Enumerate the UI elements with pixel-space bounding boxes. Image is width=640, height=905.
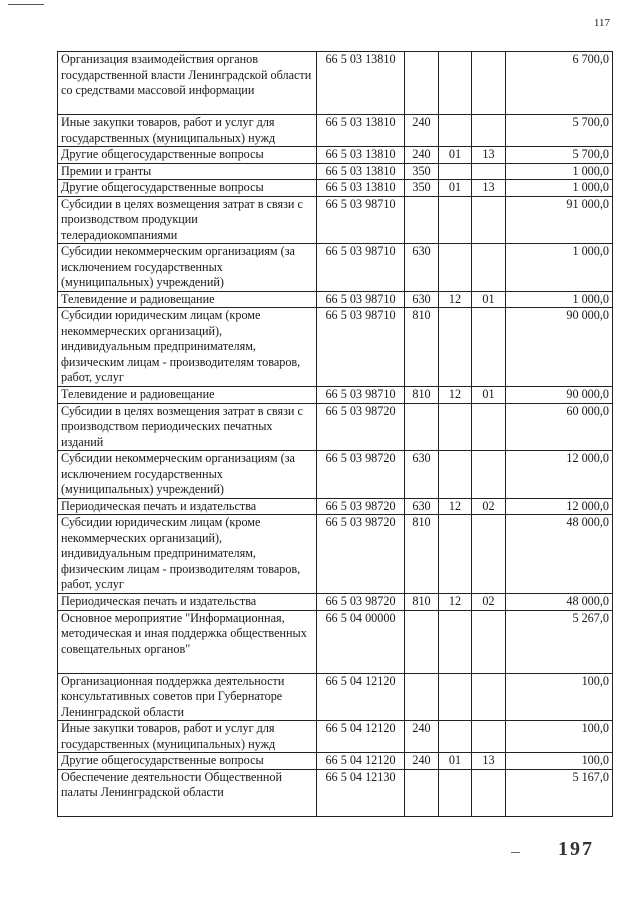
cell-sum: 100,0 [506, 721, 613, 753]
cell-code: 66 5 03 98720 [317, 451, 405, 499]
cell-sum: 1 000,0 [506, 163, 613, 180]
cell-code: 66 5 03 98710 [317, 308, 405, 387]
cell-code: 66 5 03 98710 [317, 387, 405, 404]
cell-sum: 5 267,0 [506, 610, 613, 673]
cell-rz [439, 115, 472, 147]
cell-name: Премии и гранты [58, 163, 317, 180]
cell-vr: 240 [405, 115, 439, 147]
cell-vr: 240 [405, 721, 439, 753]
cell-sum: 100,0 [506, 753, 613, 770]
cell-pr [472, 769, 506, 816]
cell-name: Телевидение и радиовещание [58, 387, 317, 404]
cell-pr: 01 [472, 387, 506, 404]
cell-name: Субсидии в целях возмещения затрат в связи с производством продукции телерадиокомпаниями [58, 196, 317, 244]
cell-code: 66 5 03 98720 [317, 498, 405, 515]
page-number: 117 [593, 17, 610, 29]
table-row [58, 594, 613, 611]
cell-sum: 5 700,0 [506, 147, 613, 164]
cell-vr: 810 [405, 515, 439, 594]
footer-dash [511, 852, 520, 853]
table-row [58, 308, 613, 387]
table-row [58, 769, 613, 816]
cell-rz [439, 403, 472, 451]
cell-sum: 12 000,0 [506, 451, 613, 499]
cell-vr: 240 [405, 753, 439, 770]
cell-vr: 630 [405, 291, 439, 308]
cell-sum: 90 000,0 [506, 387, 613, 404]
cell-rz: 12 [439, 387, 472, 404]
budget-table-body [58, 52, 613, 817]
cell-code: 66 5 04 12130 [317, 769, 405, 816]
cell-pr [472, 610, 506, 673]
cell-code: 66 5 04 12120 [317, 673, 405, 721]
cell-pr: 13 [472, 180, 506, 197]
cell-rz [439, 163, 472, 180]
table-row [58, 610, 613, 673]
table-row [58, 52, 613, 115]
cell-name: Другие общегосударственные вопросы [58, 753, 317, 770]
table-row [58, 498, 613, 515]
cell-pr: 01 [472, 291, 506, 308]
table-row [58, 163, 613, 180]
table-row [58, 180, 613, 197]
cell-rz [439, 515, 472, 594]
cell-sum: 5 700,0 [506, 115, 613, 147]
top-edge-line [8, 4, 44, 5]
cell-code: 66 5 03 98720 [317, 515, 405, 594]
table-row [58, 244, 613, 292]
cell-sum: 1 000,0 [506, 244, 613, 292]
cell-rz [439, 610, 472, 673]
cell-rz [439, 196, 472, 244]
cell-code: 66 5 04 12120 [317, 753, 405, 770]
cell-rz: 12 [439, 498, 472, 515]
cell-code: 66 5 03 98720 [317, 594, 405, 611]
table-row [58, 291, 613, 308]
cell-rz: 12 [439, 594, 472, 611]
cell-sum: 100,0 [506, 673, 613, 721]
cell-rz [439, 52, 472, 115]
cell-vr [405, 673, 439, 721]
cell-rz [439, 673, 472, 721]
table-row [58, 753, 613, 770]
cell-vr: 810 [405, 387, 439, 404]
cell-rz [439, 721, 472, 753]
cell-name: Субсидии некоммерческим организациям (за исключением государственных (муниципальных) учреждений) [58, 451, 317, 499]
cell-vr: 630 [405, 244, 439, 292]
cell-code: 66 5 03 13810 [317, 163, 405, 180]
cell-rz: 12 [439, 291, 472, 308]
cell-name: Периодическая печать и издательства [58, 594, 317, 611]
cell-sum: 6 700,0 [506, 52, 613, 115]
table-row [58, 451, 613, 499]
cell-sum: 12 000,0 [506, 498, 613, 515]
cell-rz: 01 [439, 147, 472, 164]
cell-rz [439, 308, 472, 387]
cell-rz [439, 769, 472, 816]
table-row [58, 387, 613, 404]
cell-name: Организация взаимодействия органов государственной власти Ленинградской области со средствами массовой информации [58, 52, 317, 115]
cell-name: Субсидии юридическим лицам (кроме некоммерческих организаций), индивидуальным предпринимателям, физическим лицам - производителям товаров, работ, услуг [58, 308, 317, 387]
cell-vr: 810 [405, 594, 439, 611]
cell-vr: 630 [405, 498, 439, 515]
cell-pr: 13 [472, 147, 506, 164]
cell-sum: 1 000,0 [506, 180, 613, 197]
cell-pr [472, 196, 506, 244]
cell-sum: 60 000,0 [506, 403, 613, 451]
cell-name: Другие общегосударственные вопросы [58, 147, 317, 164]
cell-name: Организационная поддержка деятельности консультативных советов при Губернаторе Ленинградской области [58, 673, 317, 721]
cell-pr [472, 451, 506, 499]
cell-code: 66 5 03 13810 [317, 180, 405, 197]
cell-name: Периодическая печать и издательства [58, 498, 317, 515]
table-row [58, 147, 613, 164]
cell-name: Субсидии юридическим лицам (кроме некоммерческих организаций), индивидуальным предпринимателям, физическим лицам - производителям товаров, работ, услуг [58, 515, 317, 594]
cell-sum: 48 000,0 [506, 515, 613, 594]
cell-rz [439, 451, 472, 499]
cell-pr [472, 163, 506, 180]
cell-vr: 630 [405, 451, 439, 499]
cell-code: 66 5 03 98710 [317, 196, 405, 244]
cell-sum: 5 167,0 [506, 769, 613, 816]
cell-rz: 01 [439, 180, 472, 197]
cell-pr [472, 673, 506, 721]
table-row [58, 515, 613, 594]
cell-rz: 01 [439, 753, 472, 770]
budget-table [57, 51, 613, 817]
cell-pr: 02 [472, 594, 506, 611]
cell-name: Телевидение и радиовещание [58, 291, 317, 308]
cell-code: 66 5 04 00000 [317, 610, 405, 673]
cell-rz [439, 244, 472, 292]
cell-sum: 90 000,0 [506, 308, 613, 387]
cell-pr: 02 [472, 498, 506, 515]
cell-sum: 91 000,0 [506, 196, 613, 244]
cell-pr [472, 403, 506, 451]
cell-code: 66 5 03 13810 [317, 147, 405, 164]
cell-pr [472, 721, 506, 753]
cell-vr [405, 610, 439, 673]
cell-code: 66 5 03 98710 [317, 244, 405, 292]
cell-name: Основное мероприятие "Информационная, методическая и иная поддержка общественных совещательных органов" [58, 610, 317, 673]
cell-vr: 240 [405, 147, 439, 164]
cell-vr [405, 769, 439, 816]
cell-vr: 810 [405, 308, 439, 387]
cell-pr [472, 115, 506, 147]
table-row [58, 403, 613, 451]
cell-pr: 13 [472, 753, 506, 770]
cell-name: Обеспечение деятельности Общественной палаты Ленинградской области [58, 769, 317, 816]
cell-pr [472, 308, 506, 387]
cell-code: 66 5 04 12120 [317, 721, 405, 753]
table-row [58, 196, 613, 244]
stamp-number: 197 [558, 838, 594, 860]
cell-vr [405, 52, 439, 115]
cell-code: 66 5 03 13810 [317, 115, 405, 147]
cell-sum: 1 000,0 [506, 291, 613, 308]
cell-vr: 350 [405, 180, 439, 197]
cell-name: Субсидии в целях возмещения затрат в связи с производством периодических печатных изданий [58, 403, 317, 451]
cell-pr [472, 515, 506, 594]
cell-code: 66 5 03 98720 [317, 403, 405, 451]
table-row [58, 115, 613, 147]
cell-vr [405, 403, 439, 451]
cell-vr [405, 196, 439, 244]
table-row [58, 721, 613, 753]
cell-name: Иные закупки товаров, работ и услуг для государственных (муниципальных) нужд [58, 721, 317, 753]
cell-code: 66 5 03 98710 [317, 291, 405, 308]
cell-name: Иные закупки товаров, работ и услуг для государственных (муниципальных) нужд [58, 115, 317, 147]
table-row [58, 673, 613, 721]
cell-name: Другие общегосударственные вопросы [58, 180, 317, 197]
cell-name: Субсидии некоммерческим организациям (за исключением государственных (муниципальных) учреждений) [58, 244, 317, 292]
cell-sum: 48 000,0 [506, 594, 613, 611]
cell-pr [472, 244, 506, 292]
cell-code: 66 5 03 13810 [317, 52, 405, 115]
cell-vr: 350 [405, 163, 439, 180]
cell-pr [472, 52, 506, 115]
